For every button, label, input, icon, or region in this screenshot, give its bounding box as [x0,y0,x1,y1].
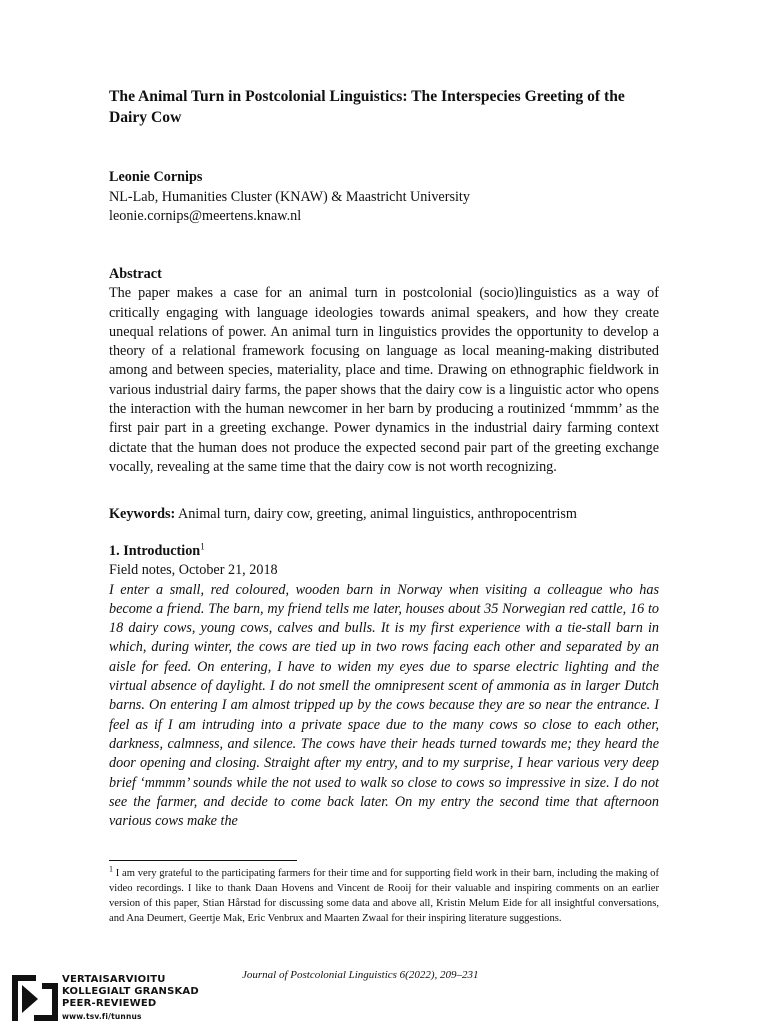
footnote-reference: 1 [200,541,205,552]
author-email: leonie.cornips@meertens.knaw.nl [109,208,302,224]
footnote-divider [109,860,297,861]
footnote [109,866,659,926]
fieldnotes-text: I enter a small, red coloured, wooden barn in Norway when visiting a colleague who has become a friend. The barn, my friend tells me later, houses about 35 Norwegian red cattle, 16 to 18 dairy cows, young cows, calves and bulls. It is my first experience with a tie-stall barn in which, during winter, the cows are tied up in two rows facing each other and separated by an aisle for feed. On entering, I have to widen my eyes due to sparse electric lighting and the virtual absence of daylight. I do not smell the omnipresent scent of ammonia as in larger Dutch barns. On entering I am almost tripped up by the cows because they are so near the entrance. I feel as if I am intruding into a private space due to the many cows so close to each other, darkness, calmness, and silence. The cows have their heads turned towards me; they heard the door opening and closing. Straight after my entry, and to my surprise, I hear various very deep brief ‘mmmm’ sounds while the not used to walk so close to cows so impressive in size. I do not see the farmer, and decide to come back later. On my entry the second time that afternoon various cows make the [109,581,659,830]
badge-line-english: PEER-REVIEWED [62,998,157,1010]
badge-text [62,974,199,1023]
introduction-section [109,542,659,831]
paper-title: The Animal Turn in Postcolonial Linguistics: The Interspecies Greeting of the Dairy Cow [109,88,625,126]
footnote-text: I am very grateful to the participating farmers for their time and for supporting field work in their barn, including the making of video recordings. I like to thank Daan Hovens and Vincent de Rooij for their valuable and inspiring comments on an earlier version of this paper, Stian Hårstad for discussing some data and above all, Kristin Melum Eide for all insightful conversations, and Ana Deumert, Geertje Mak, Eric Venbrux and Maarten Zwaal for their inspiring literature suggestions. [109,868,659,924]
abstract-heading: Abstract [109,266,162,282]
badge-line-finnish: VERTAISARVIOITU [62,974,166,985]
author-name: Leonie Cornips [109,169,203,185]
abstract-section [109,265,659,477]
author-affiliation: NL-Lab, Humanities Cluster (KNAW) & Maastricht University [109,188,470,205]
badge-line-swedish: KOLLEGIALT GRANSKAD [62,986,199,998]
author-block [109,168,661,227]
keywords-line [109,505,659,524]
keywords-label: Keywords: [109,506,176,522]
journal-footer: Journal of Postcolonial Linguistics 6(2022), 209–231 [242,969,479,981]
abstract-text: The paper makes a case for an animal turn in postcolonial (socio)linguistics as a way of critically engaging with language ideologies towards animal speakers, and how they create unequal relations of power. An animal turn in linguistics provides the opportunity to develop a theory of a relational framework focusing on language as local meaning-making distributed among and between species, materiality, place and time. Drawing on ethnographic fieldwork in various industrial dairy farms, the paper shows that the dairy cow is a linguistic actor who opens the interaction with the human newcomer in her barn by producing a routinized ‘mmmm’ as the first pair part in a greeting exchange. Power dynamics in the industrial dairy farming context dictate that the human does not produce the expected second pair part of the greeting exchange vocally, revealing at the same time that the dairy cow is not worth recognizing. [109,285,659,475]
keywords-text: Animal turn, dairy cow, greeting, animal linguistics, anthropocentrism [177,506,577,522]
introduction-heading [109,542,659,561]
peer-review-logo-icon [12,975,58,1021]
badge-url: www.tsv.fi/tunnus [62,1011,142,1021]
fieldnotes-label: Field notes, October 21, 2018 [109,562,278,579]
footnote-marker: 1 [109,864,113,874]
introduction-heading-text: 1. Introduction [109,543,201,559]
peer-review-badge [12,972,212,1022]
